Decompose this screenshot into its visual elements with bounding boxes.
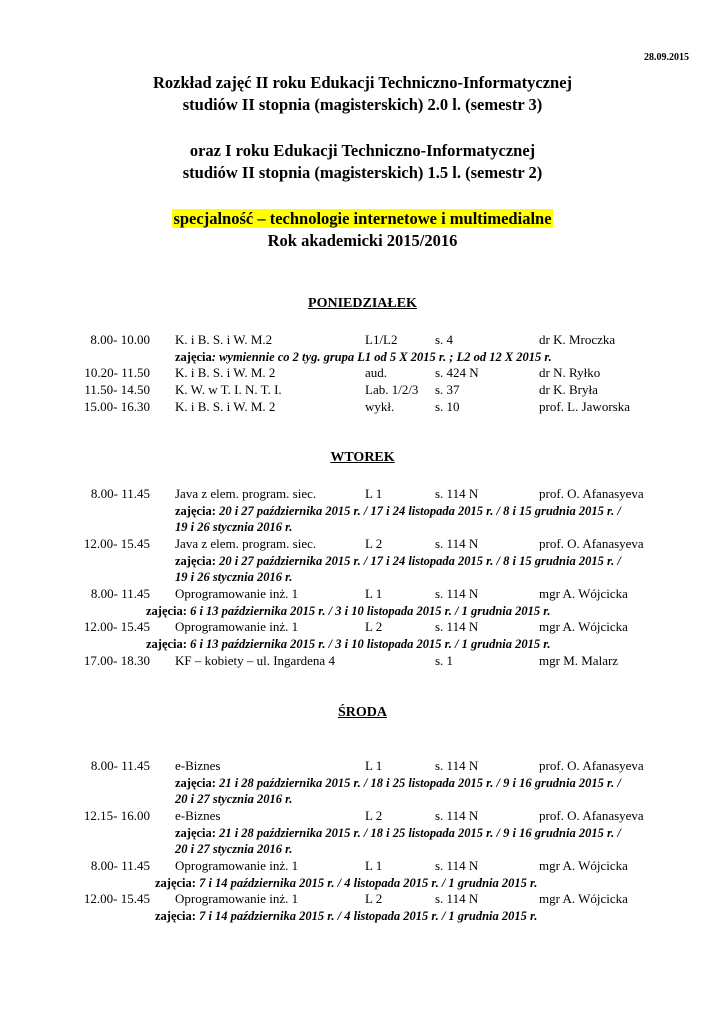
time: 8.00- 11.45: [90, 486, 150, 501]
subject: K. i B. S. i W. M. 2: [175, 365, 276, 380]
time: 8.00- 11.45: [90, 758, 150, 773]
note-text: : wymiennie co 2 tyg. grupa L1 od 5 X 2015 r. ; L2 od 12 X 2015 r.: [211, 350, 552, 364]
subject: Oprogramowanie inż. 1: [175, 858, 299, 873]
time: 10.20- 11.50: [84, 365, 150, 380]
note-text: 6 i 13 października 2015 r. / 3 i 10 listopada 2015 r. / 1 grudnia 2015 r.: [186, 637, 551, 651]
schedule-note-continuation: 19 i 26 stycznia 2016 r.: [175, 520, 293, 534]
class-type: Lab. 1/2/3: [365, 382, 419, 397]
class-type: L 1: [365, 758, 383, 773]
table-row: [0, 486, 725, 504]
class-type: aud.: [365, 365, 388, 380]
class-type: L 2: [365, 808, 383, 823]
room: s. 114 N: [435, 808, 479, 823]
note-text: 7 i 14 października 2015 r. / 4 listopada 2015 r. / 1 grudnia 2015 r.: [195, 876, 538, 890]
time: 11.50- 14.50: [84, 382, 150, 397]
class-type: L 1: [365, 586, 383, 601]
time: 12.00- 15.45: [83, 891, 150, 906]
note-label: zajęcia:: [175, 504, 216, 518]
class-type: wykł.: [365, 399, 395, 414]
subject: Oprogramowanie inż. 1: [175, 619, 299, 634]
document-date: 28.09.2015: [644, 52, 689, 63]
day-heading-wednesday: ŚRODA: [337, 705, 387, 720]
teacher: dr K. Bryła: [539, 382, 598, 397]
schedule-note-continuation: 20 i 27 stycznia 2016 r.: [175, 792, 293, 806]
class-type: L 2: [365, 619, 383, 634]
subject: Oprogramowanie inż. 1: [175, 891, 299, 906]
table-row: [0, 653, 725, 671]
time: 12.00- 15.45: [83, 619, 150, 634]
note-label: zajęcia:: [146, 637, 187, 651]
table-row: [0, 758, 725, 776]
note-label: zajęcia: [175, 350, 212, 364]
class-type: L1/L2: [365, 332, 398, 347]
table-row: [0, 808, 725, 826]
table-row: [0, 399, 725, 417]
subject: e-Biznes: [175, 808, 221, 823]
note-label: zajęcia:: [146, 604, 187, 618]
teacher: mgr A. Wójcicka: [539, 619, 628, 634]
note-text: 21 i 28 października 2015 r. / 18 i 25 listopada 2015 r. / 9 i 16 grudnia 2015 r. /: [215, 776, 621, 790]
schedule-note: [146, 636, 551, 653]
room: s. 424 N: [435, 365, 479, 380]
schedule-note: [175, 825, 621, 842]
subject: e-Biznes: [175, 758, 221, 773]
time: 8.00- 10.00: [90, 332, 150, 347]
table-row: [0, 536, 725, 554]
schedule-note-continuation: 19 i 26 stycznia 2016 r.: [175, 570, 293, 584]
table-row: [0, 332, 725, 350]
table-row: [0, 619, 725, 637]
subject: KF – kobiety – ul. Ingardena 4: [175, 653, 335, 668]
class-type: L 2: [365, 891, 383, 906]
teacher: prof. O. Afanasyeva: [539, 808, 644, 823]
note-label: zajęcia:: [175, 776, 216, 790]
class-type: L 1: [365, 858, 383, 873]
table-row: [0, 365, 725, 383]
class-type: L 1: [365, 486, 383, 501]
table-row: [0, 586, 725, 604]
teacher: prof. O. Afanasyeva: [539, 758, 644, 773]
subject: K. i B. S. i W. M.2: [175, 332, 273, 347]
table-row: [0, 891, 725, 909]
time: 17.00- 18.30: [83, 653, 150, 668]
schedule-note: [175, 349, 552, 366]
teacher: prof. L. Jaworska: [539, 399, 630, 414]
room: s. 114 N: [435, 891, 479, 906]
day-heading-monday: PONIEDZIAŁEK: [308, 296, 417, 311]
table-row: [0, 382, 725, 400]
schedule-note: [175, 553, 621, 570]
teacher: prof. O. Afanasyeva: [539, 486, 644, 501]
subject: Java z elem. program. siec.: [175, 486, 317, 501]
room: s. 114 N: [435, 486, 479, 501]
subject: K. i B. S. i W. M. 2: [175, 399, 276, 414]
title-line-3: oraz I roku Edukacji Techniczno-Informatycznej: [189, 141, 536, 160]
room: s. 4: [435, 332, 454, 347]
schedule-note: [146, 603, 551, 620]
room: s. 10: [435, 399, 460, 414]
teacher: mgr A. Wójcicka: [539, 586, 628, 601]
teacher: mgr M. Malarz: [539, 653, 619, 668]
room: s. 114 N: [435, 619, 479, 634]
time: 15.00- 16.30: [83, 399, 150, 414]
note-label: zajęcia:: [175, 554, 216, 568]
teacher: dr K. Mroczka: [539, 332, 616, 347]
title-line-1: Rozkład zajęć II roku Edukacji Techniczno-Informatycznej: [152, 73, 573, 92]
subject: K. W. w T. I. N. T. I.: [175, 382, 282, 397]
note-text: 7 i 14 października 2015 r. / 4 listopada 2015 r. / 1 grudnia 2015 r.: [195, 909, 538, 923]
note-label: zajęcia:: [175, 826, 216, 840]
note-label: zajęcia:: [155, 909, 196, 923]
time: 8.00- 11.45: [90, 586, 150, 601]
title-line-4: studiów II stopnia (magisterskich) 1.5 l. (semestr 2): [182, 163, 543, 182]
note-label: zajęcia:: [155, 876, 196, 890]
schedule-note: [155, 908, 537, 925]
teacher: mgr A. Wójcicka: [539, 891, 628, 906]
time: 12.15- 16.00: [83, 808, 150, 823]
teacher: prof. O. Afanasyeva: [539, 536, 644, 551]
note-text: 20 i 27 października 2015 r. / 17 i 24 listopada 2015 r. / 8 i 15 grudnia 2015 r. /: [215, 554, 621, 568]
time: 8.00- 11.45: [90, 858, 150, 873]
room: s. 114 N: [435, 586, 479, 601]
day-heading-tuesday: WTOREK: [330, 450, 395, 465]
specialty-highlight: specjalność – technologie internetowe i multimedialne: [173, 209, 552, 228]
room: s. 37: [435, 382, 460, 397]
note-text: 21 i 28 października 2015 r. / 18 i 25 listopada 2015 r. / 9 i 16 grudnia 2015 r. /: [215, 826, 621, 840]
note-text: 20 i 27 października 2015 r. / 17 i 24 listopada 2015 r. / 8 i 15 grudnia 2015 r. /: [215, 504, 621, 518]
subject: Java z elem. program. siec.: [175, 536, 317, 551]
room: s. 114 N: [435, 536, 479, 551]
schedule-note: [175, 503, 621, 520]
schedule-note: [155, 875, 537, 892]
title-line-2: studiów II stopnia (magisterskich) 2.0 l. (semestr 3): [182, 95, 543, 114]
specialty-line: [0, 208, 725, 230]
room: s. 114 N: [435, 858, 479, 873]
subject: Oprogramowanie inż. 1: [175, 586, 299, 601]
note-text: 6 i 13 października 2015 r. / 3 i 10 listopada 2015 r. / 1 grudnia 2015 r.: [186, 604, 551, 618]
schedule-note-continuation: 20 i 27 stycznia 2016 r.: [175, 842, 293, 856]
teacher: dr N. Ryłko: [539, 365, 601, 380]
schedule-note: [175, 775, 621, 792]
class-type: L 2: [365, 536, 383, 551]
academic-year: Rok akademicki 2015/2016: [267, 231, 458, 250]
teacher: mgr A. Wójcicka: [539, 858, 628, 873]
room: s. 1: [435, 653, 454, 668]
table-row: [0, 858, 725, 876]
time: 12.00- 15.45: [83, 536, 150, 551]
room: s. 114 N: [435, 758, 479, 773]
